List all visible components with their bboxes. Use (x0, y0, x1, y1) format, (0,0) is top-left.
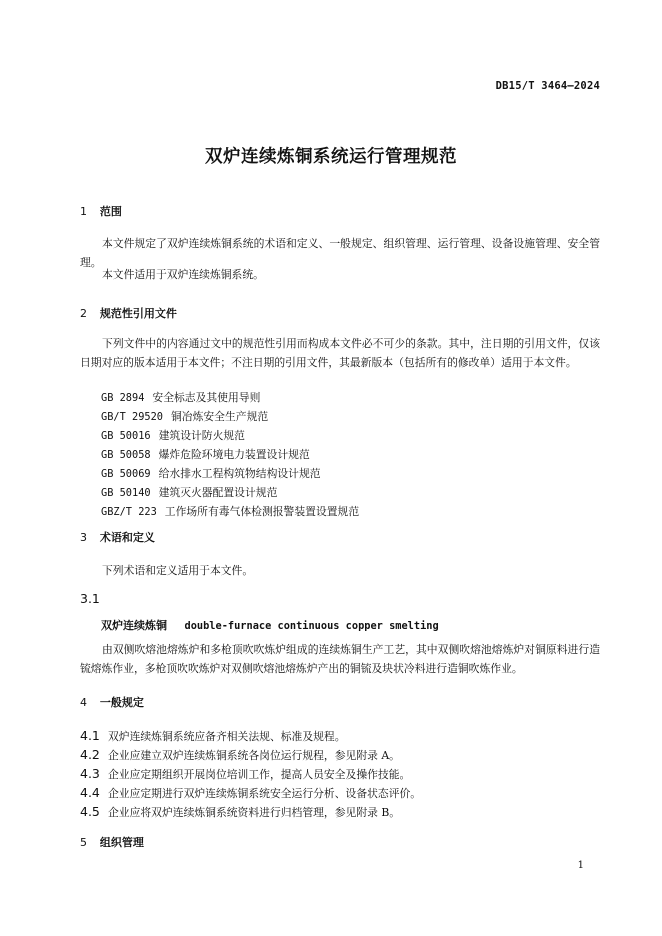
term-number: 3.1 (80, 591, 100, 606)
section-2-heading (80, 305, 177, 321)
reference-item (101, 407, 359, 426)
clause-number: 4.1 (80, 728, 100, 743)
reference-item (101, 426, 359, 445)
reference-item (101, 502, 359, 521)
clause-text: 企业应定期进行双炉连续炼铜系统安全运行分析、设备状态评价。 (108, 787, 422, 800)
reference-code: GBZ/T 223 (101, 506, 157, 518)
reference-title: 工作场所有毒气体检测报警装置设置规范 (164, 505, 360, 518)
section-1-paragraph-1: 本文件规定了双炉连续炼铜系统的术语和定义、一般规定、组织管理、运行管理、设备设施管理、安全管理。 (80, 237, 600, 269)
section-number: 5 (80, 836, 87, 849)
reference-code: GB 50140 (101, 487, 151, 499)
clause-number: 4.2 (80, 747, 100, 762)
reference-item (101, 464, 359, 483)
reference-item (101, 388, 359, 407)
section-title: 规范性引用文件 (99, 307, 177, 320)
section-number: 4 (80, 696, 87, 709)
term-english: double-furnace continuous copper smelting (184, 620, 439, 632)
section-title: 范围 (99, 205, 122, 218)
reference-title: 爆炸危险环境电力装置设计规范 (158, 448, 310, 461)
reference-title: 给水排水工程构筑物结构设计规范 (158, 467, 321, 480)
reference-title: 建筑灭火器配置设计规范 (158, 486, 278, 499)
reference-title: 安全标志及其使用导则 (152, 391, 261, 404)
reference-code: GB/T 29520 (101, 411, 163, 423)
document-title: 双炉连续炼铜系统运行管理规范 (205, 147, 457, 167)
clause-text: 企业应定期组织开展岗位培训工作，提高人员安全及操作技能。 (108, 768, 411, 781)
reference-title: 铜冶炼安全生产规范 (171, 410, 269, 423)
clause-item (80, 725, 421, 744)
general-provisions-list (80, 725, 421, 820)
section-number: 3 (80, 531, 87, 544)
clause-number: 4.5 (80, 804, 100, 819)
section-title: 组织管理 (99, 836, 144, 849)
term-definition: 由双侧吹熔池熔炼炉和多枪顶吹吹炼炉组成的连续炼铜生产工艺，其中双侧吹熔池熔炼炉对铜原料进行造锍熔炼作业，多枪顶吹吹炼炉对双侧吹熔池熔炼炉产出的铜锍及块状冷料进行造铜吹炼作业。 (80, 643, 600, 675)
page-number: 1 (577, 860, 584, 871)
standard-number: DB15/T 3464—2024 (495, 80, 600, 92)
reference-item (101, 445, 359, 464)
reference-code: GB 50016 (101, 430, 151, 442)
reference-code: GB 2894 (101, 392, 145, 404)
section-title: 一般规定 (99, 696, 144, 709)
clause-text: 企业应建立双炉连续炼铜系统各岗位运行规程，参见附录 A。 (108, 749, 400, 762)
section-3-heading (80, 529, 155, 545)
term-chinese: 双炉连续炼铜 (101, 619, 167, 632)
reference-code: GB 50069 (101, 468, 151, 480)
normative-references-list (101, 388, 359, 521)
section-2-intro: 下列文件中的内容通过文中的规范性引用而构成本文件必不可少的条款。其中，注日期的引用文件，仅该日期对应的版本适用于本文件；不注日期的引用文件，其最新版本（包括所有的修改单）适用于本文件。 (80, 337, 600, 369)
clause-text: 双炉连续炼铜系统应备齐相关法规、标准及规程。 (108, 730, 346, 743)
clause-item (80, 763, 421, 782)
section-number: 2 (80, 307, 87, 320)
clause-item (80, 801, 421, 820)
clause-item (80, 744, 421, 763)
clause-number: 4.3 (80, 766, 100, 781)
reference-item (101, 483, 359, 502)
term-entry (101, 617, 439, 633)
clause-number: 4.4 (80, 785, 100, 800)
section-1-paragraph-2: 本文件适用于双炉连续炼铜系统。 (102, 268, 264, 281)
clause-text: 企业应将双炉连续炼铜系统资料进行归档管理，参见附录 B。 (108, 806, 401, 819)
section-5-heading (80, 834, 144, 850)
reference-code: GB 50058 (101, 449, 151, 461)
reference-title: 建筑设计防火规范 (158, 429, 245, 442)
section-4-heading (80, 694, 144, 710)
section-1-heading (80, 203, 122, 219)
section-3-intro: 下列术语和定义适用于本文件。 (102, 564, 254, 577)
section-number: 1 (80, 205, 87, 218)
clause-item (80, 782, 421, 801)
section-title: 术语和定义 (99, 531, 155, 544)
